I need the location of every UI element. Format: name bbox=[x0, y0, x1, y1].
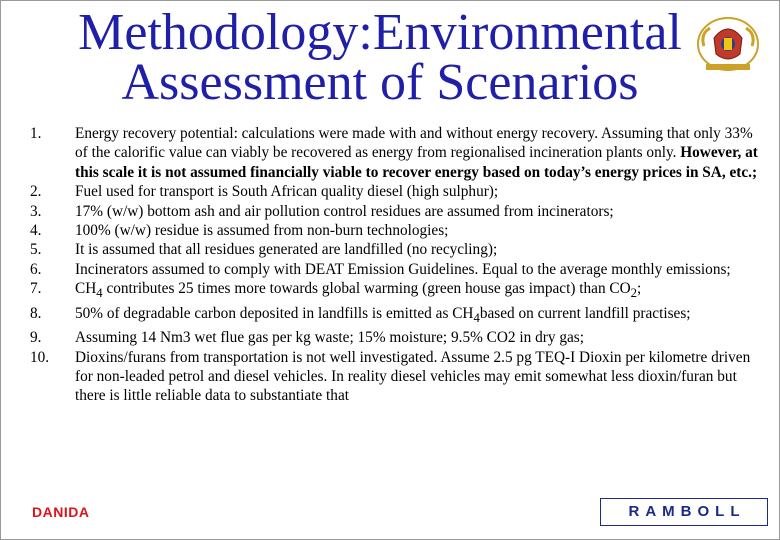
item-number: 7. bbox=[30, 280, 42, 298]
item-number: 5. bbox=[30, 241, 42, 259]
title-line-2: Assessment of Scenarios bbox=[121, 54, 639, 111]
list-item bbox=[0, 124, 780, 182]
assumptions-list bbox=[0, 124, 780, 406]
list-item bbox=[0, 304, 780, 328]
item-number: 6. bbox=[30, 260, 42, 278]
item-text: Fuel used for transport is South African quality diesel (high sulphur); bbox=[75, 183, 499, 201]
item-text: Dioxins/furans from transportation is not well investigated. Assume 2.5 pg TEQ-I Dioxin per kilometre driven for non-leaded petrol and diesel vehicles. In reality diesel vehicles may emit somewhat less dioxin/furan but there is little reliable data to substantiate that bbox=[75, 348, 751, 405]
slide-title bbox=[60, 4, 700, 111]
item-text: It is assumed that all residues generated are landfilled (no recycling); bbox=[75, 241, 498, 259]
item-bold-text: However, at this scale it is not assumed financially viable to recover energy based on today’s energy prices in SA, etc.; bbox=[75, 144, 758, 181]
ramboll-logo bbox=[600, 498, 768, 526]
subscript: 4 bbox=[96, 286, 103, 301]
item-text: contributes 25 times more towards global warming (green house gas impact) than CO bbox=[102, 280, 631, 298]
list-item bbox=[0, 279, 780, 303]
list-item bbox=[0, 182, 780, 201]
item-text: ; bbox=[637, 280, 642, 298]
item-number: 10. bbox=[30, 348, 50, 366]
item-text: 17% (w/w) bottom ash and air pollution control residues are assumed from incinerators; bbox=[75, 202, 614, 220]
item-text: 100% (w/w) residue is assumed from non-burn technologies; bbox=[75, 222, 449, 240]
gauteng-crest-logo bbox=[690, 14, 766, 76]
item-number: 9. bbox=[30, 329, 42, 347]
item-text: Assuming 14 Nm3 wet flue gas per kg waste; 15% moisture; 9.5% CO2 in dry gas; bbox=[75, 329, 584, 347]
list-item bbox=[0, 348, 780, 406]
item-number: 1. bbox=[30, 125, 42, 142]
item-number: 8. bbox=[30, 304, 42, 322]
item-text: 50% of degradable carbon deposited in landfills is emitted as CH bbox=[75, 304, 474, 322]
subscript: 4 bbox=[473, 310, 480, 325]
list-item bbox=[0, 260, 780, 279]
list-item bbox=[0, 221, 780, 240]
list-item bbox=[0, 202, 780, 221]
item-text: CH bbox=[75, 280, 97, 298]
item-text: Incinerators assumed to comply with DEAT Emission Guidelines. Equal to the average monthly emissions; bbox=[75, 260, 731, 278]
subscript: 2 bbox=[630, 286, 638, 301]
danida-logo: DANIDA bbox=[32, 504, 90, 520]
item-number: 3. bbox=[30, 202, 42, 220]
list-item bbox=[0, 328, 780, 347]
item-number: 4. bbox=[30, 222, 42, 240]
title-line-1: Methodology:Environmental bbox=[78, 4, 682, 61]
ramboll-logo-text: RAMBOLL bbox=[628, 503, 746, 520]
item-text: Energy recovery potential: calculations were made with and without energy recovery. Assuming that only 33% of the calorific value can viably be recovered as energy from regionalised incineration plants only. bbox=[75, 125, 753, 162]
item-text: based on current landfill practises; bbox=[479, 304, 691, 322]
list-item bbox=[0, 240, 780, 259]
item-number: 2. bbox=[30, 183, 42, 201]
